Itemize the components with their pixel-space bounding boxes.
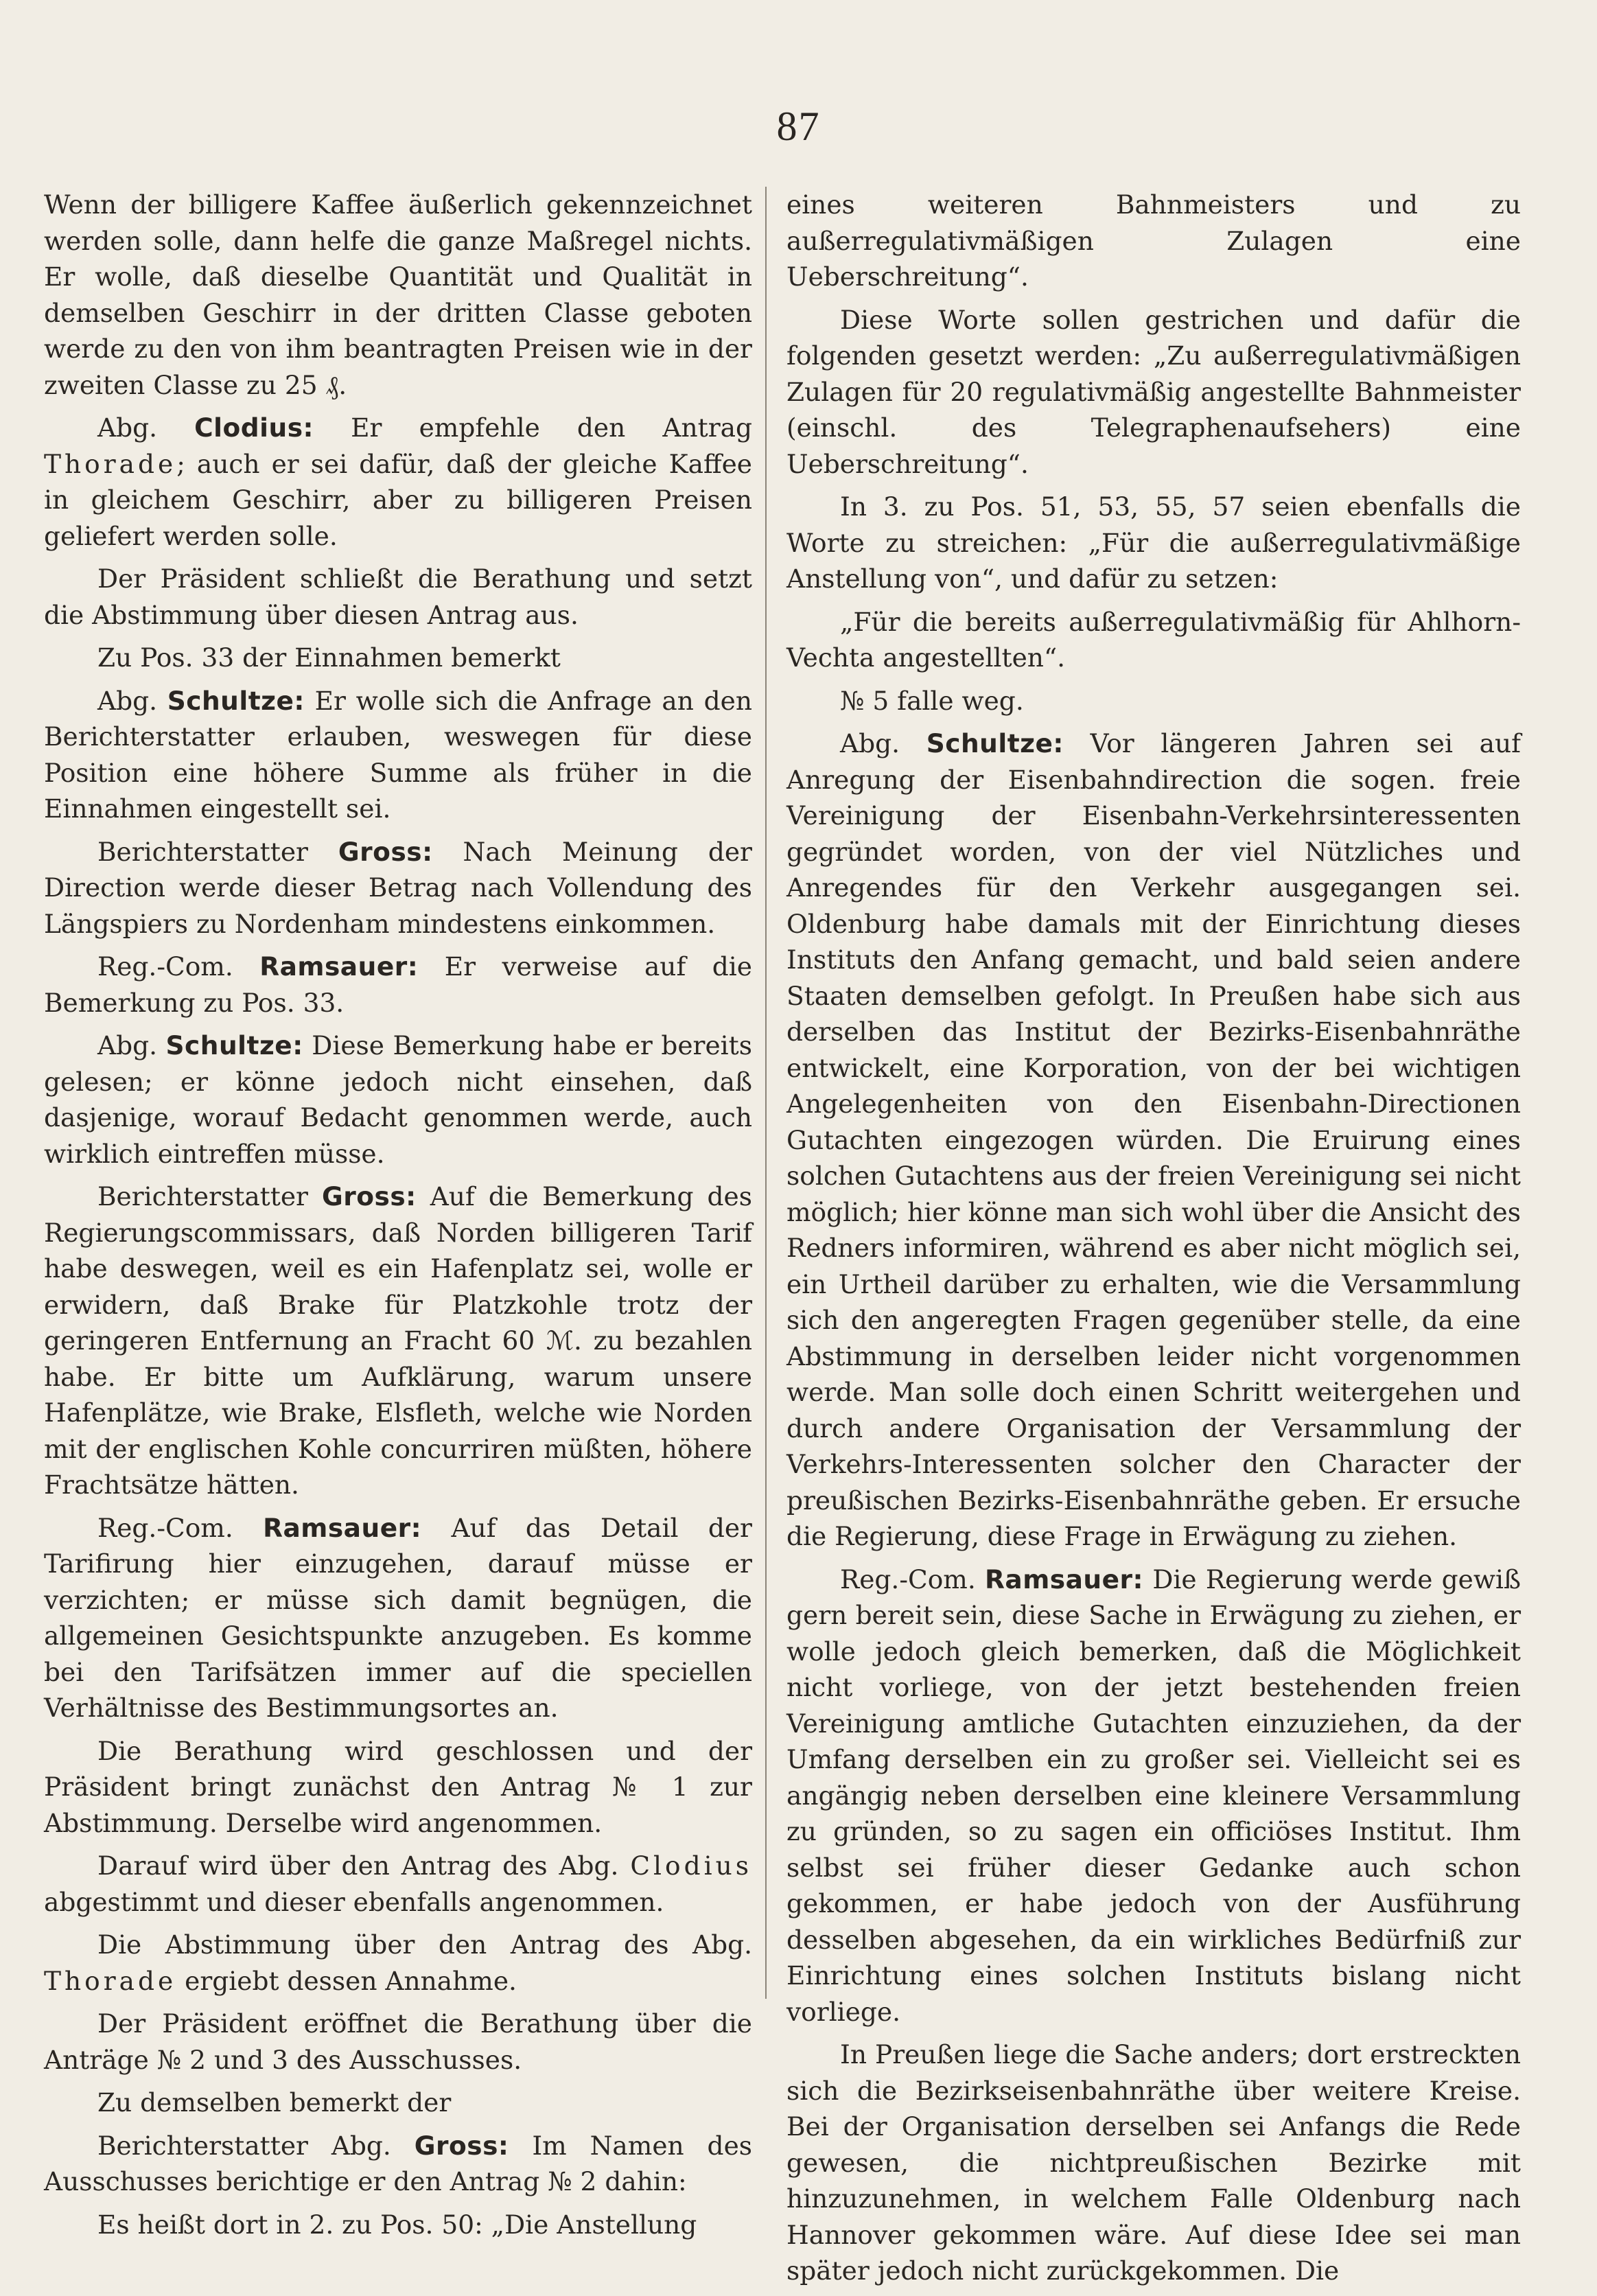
paragraph: „Für die bereits außerregulativmäßig für Ahlhorn-Vechta angestellten“. [786, 606, 1521, 673]
speaker-name: Schultze: [167, 685, 305, 716]
paragraph: eines weiteren Bahnmeisters und zu außerregulativmäßigen Zulagen eine Ueberschreitung“. [786, 189, 1521, 292]
paragraph: Zu Pos. 33 der Einnahmen bemerkt [97, 642, 561, 673]
paragraph: Berichterstatter Abg. Gross: Im Namen des Ausschusses berichtige er den Antrag № 2 dahin: [44, 2130, 753, 2196]
speaker-name: Ramsauer: [263, 1512, 422, 1543]
paragraph: Abg. Clodius: Er empfehle den Antrag Thorade; auch er sei dafür, daß der gleiche Kaffee in gleichem Geschirr, aber zu billigeren Preisen geliefert werden solle. [44, 413, 752, 551]
paragraph: Reg.-Com. Ramsauer: Er verweise auf die Bemerkung zu Pos. 33. [44, 951, 752, 1018]
paragraph: Die Berathung wird geschlossen und der Präsident bringt zunächst den Antrag № 1 zur Abstimmung. Derselbe wird angenommen. [44, 1735, 752, 1838]
spaced-name: Thorade [44, 1965, 177, 1996]
paragraph: In 3. zu Pos. 51, 53, 55, 57 seien ebenfalls die Worte zu streichen: „Für die außerregulativmäßige Anstellung von“, und dafür zu setzen: [786, 491, 1521, 594]
left-column [44, 187, 752, 2249]
paragraph: Abg. Schultze: Diese Bemerkung habe er bereits gelesen; er könne jedoch nicht einsehen, daß dasjenige, worauf Bedacht genommen werde, auch wirklich eintreffen müsse. [44, 1030, 752, 1169]
paragraph: Abg. Schultze: Vor längeren Jahren sei auf Anregung der Eisenbahndirection die sogen. freie Vereinigung der Eisenbahn-Verkehrsinteressenten gegründet worden, von der viel Nützliches und Anregendes für den Verkehr ausgegangen sei. Oldenburg habe damals mit der Einrichtung dieses Instituts den Anfang gemacht, und bald seien andere Staaten demselben gefolgt. In Preußen habe sich aus derselben das Institut der Bezirks-Eisenbahnräthe entwickelt, eine Korporation, von der bei wichtigen Angelegenheiten von den Eisenbahn-Directionen Gutachten eingezogen würden. Die Eruirung eines solchen Gutachtens aus der freien Vereinigung sei nicht möglich; hier könne man sich wohl über die Ansicht des Redners informiren, während es aber nicht möglich sei, ein Urtheil darüber zu erhalten, wie die Versammlung sich den angeregten Fragen gegenüber stelle, da eine Abstimmung in derselben leider nicht vorgenommen werde. Man solle doch einen Schritt weitergehen und durch andere Organisation der Versammlung der Verkehrs-Interessenten solcher den Character der preußischen Bezirks-Eisenbahnräthe geben. Er ersuche die Regierung, diese Frage in Erwägung zu ziehen. [786, 728, 1522, 1551]
paragraph: Die Abstimmung über den Antrag des Abg. Thorade ergiebt dessen Annahme. [44, 1929, 752, 1996]
speaker-name: Schultze: [926, 728, 1064, 758]
column-divider [765, 187, 767, 1999]
paragraph: In Preußen liege die Sache anders; dort erstreckten sich die Bezirkseisenbahnräthe über weitere Kreise. Bei der Organisation derselben sei Anfangs die Rede gewesen, die nichtpreußischen Bezirke mit hinzuzunehmen, in welchem Falle Oldenburg nach Hannover gekommen wäre. Auf diese Idee sei man später jedoch nicht zurückgekommen. Die [786, 2039, 1521, 2286]
paragraph: Darauf wird über den Antrag des Abg. Clodius abgestimmt und dieser ebenfalls angenommen. [44, 1851, 752, 1917]
paragraph: Berichterstatter Gross: Auf die Bemerkung des Regierungscommissars, daß Norden billigeren Tarif habe deswegen, weil es ein Hafenplatz sei, wolle er erwidern, daß Brake für Platzkohle trotz der geringeren Entfernung an Fracht 60 ℳ. zu bezahlen habe. Er bitte um Aufklärung, warum unsere Hafenplätze, wie Brake, Elsfleth, welche wie Norden mit der englischen Kohle concurriren müßten, höhere Frachtsätze hätten. [44, 1181, 752, 1500]
paragraph: Es heißt dort in 2. zu Pos. 50: „Die Anstellung [97, 2209, 697, 2240]
paragraph: Diese Worte sollen gestrichen und dafür die folgenden gesetzt werden: „Zu außerregulativmäßigen Zulagen für 20 regulativmäßig angestellte Bahnmeister (einschl. des Telegraphenaufsehers) eine Ueberschreitung“. [786, 304, 1521, 479]
paragraph: Wenn der billigere Kaffee äußerlich gekennzeichnet werden solle, dann helfe die ganze Maßregel nichts. Er wolle, daß dieselbe Quantität und Qualität in demselben Geschirr in der dritten Classe geboten werde zu den von ihm beantragten Preisen wie in der zweiten Classe zu 25 ₰. [44, 189, 752, 400]
speaker-name: Gross: [321, 1181, 417, 1211]
speaker-name: Clodius: [194, 413, 314, 443]
paragraph: Der Präsident schließt die Berathung und setzt die Abstimmung über diesen Antrag aus. [44, 564, 752, 630]
speaker-name: Gross: [338, 836, 433, 867]
spaced-name: Clodius [630, 1851, 752, 1881]
page-number: 87 [776, 104, 821, 149]
paragraph: Reg.-Com. Ramsauer: Die Regierung werde gewiß gern bereit sein, diese Sache in Erwägung zu ziehen, er wolle jedoch gleich bemerken, daß die Möglichkeit nicht vorliege, von der jetzt bestehenden freien Vereinigung amtliche Gutachten einzuziehen, da der Umfang derselben ein zu großer sei. Vielleicht sei es angängig neben derselben eine kleinere Versammlung zu gründen, so zu sagen ein officiöses Institut. Ihm selbst sei früher dieser Gedanke auch schon gekommen, er habe jedoch von der Ausführung desselben abgesehen, da ein wirkliches Bedürfniß zur Einrichtung eines solchen Instituts bislang nicht vorliege. [786, 1564, 1521, 2027]
speaker-name: Schultze: [165, 1030, 303, 1060]
paragraph: Reg.-Com. Ramsauer: Auf das Detail der Tarifirung hier einzugehen, darauf müsse er verzichten; er müsse sich damit begnügen, die allgemeinen Gesichtspunkte anzugeben. Es komme bei den Tarifsätzen immer auf die speciellen Verhältnisse des Bestimmungsortes an. [44, 1512, 752, 1723]
paragraph: Der Präsident eröffnet die Berathung über die Anträge № 2 und 3 des Ausschusses. [44, 2008, 752, 2075]
spaced-name: Thorade [44, 448, 177, 479]
right-column [786, 187, 1521, 2296]
paragraph: Abg. Schultze: Er wolle sich die Anfrage an den Berichterstatter erlauben, weswegen für diese Position eine höhere Summe als früher in die Einnahmen eingestellt sei. [44, 685, 752, 824]
paragraph: № 5 falle weg. [840, 685, 1024, 716]
speaker-name: Ramsauer: [985, 1564, 1144, 1595]
speaker-name: Ramsauer: [259, 951, 419, 982]
paragraph: Zu demselben bemerkt der [97, 2087, 452, 2118]
speaker-name: Gross: [414, 2130, 509, 2161]
paragraph: Berichterstatter Gross: Nach Meinung der Direction werde dieser Betrag nach Vollendung des Längspiers zu Nordenham mindestens einkommen. [44, 836, 752, 939]
